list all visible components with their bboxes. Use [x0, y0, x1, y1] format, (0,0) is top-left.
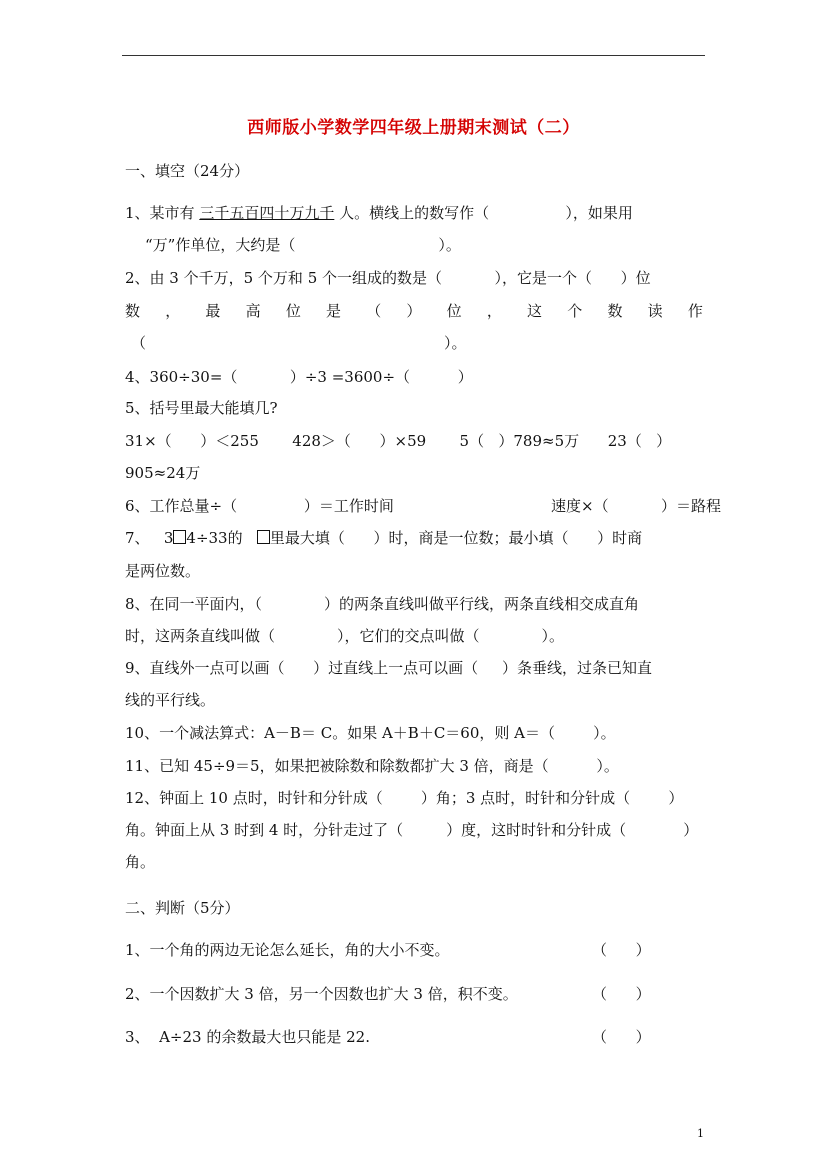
- question-9-line2: 线的平行线。: [125, 691, 216, 709]
- header-rule: [122, 55, 705, 56]
- section1-heading: 一、填空（24分）: [125, 162, 250, 180]
- question-1-line2: “万”作单位，大约是（ ）。: [145, 236, 461, 254]
- q2-line2-char: 是: [326, 302, 342, 320]
- judge-item-1: 1、一个角的两边无论怎么延长，角的大小不变。: [125, 941, 450, 959]
- q2-line2-char: 这: [527, 302, 543, 320]
- question-6-a: 6、工作总量÷（ ）＝工作时间: [125, 497, 394, 515]
- judge-item-3: 3、 A÷23 的余数最大也只能是 22.: [125, 1028, 370, 1046]
- question-12: 12、钟面上 10 点时，时针和分针成（ ）角；3 点时，时针和分针成（ ）: [125, 789, 684, 807]
- q7-text-c: 里最大填（ ）时，商是一位数；最小填（ ）时商: [269, 529, 643, 547]
- question-12-line2: 角。钟面上从 3 时到 4 时，分针走过了（ ）度，这时时针和分针成（ ）: [125, 821, 699, 839]
- question-9: 9、直线外一点可以画（ ）过直线上一点可以画（ ）条垂线，过条已知直: [125, 659, 652, 677]
- q2-line2-char: 位: [285, 302, 301, 320]
- q2-line2-char: 个: [567, 302, 583, 320]
- judge-bracket-1: （ ）: [592, 941, 651, 959]
- q2-line2-char: ）: [406, 302, 422, 320]
- section2-heading: 二、判断（5分）: [125, 899, 240, 917]
- question-2: 2、由 3 个千万，5 个万和 5 个一组成的数是（ ），它是一个（ ）位: [125, 269, 651, 287]
- q2-line2-char: 作: [687, 302, 703, 320]
- judge-bracket-2: （ ）: [592, 985, 651, 1003]
- question-8: 8、在同一平面内，（ ）的两条直线叫做平行线，两条直线相交成直角: [125, 595, 640, 613]
- document-title: 西师版小学数学四年级上册期末测试（二）: [247, 118, 580, 138]
- question-4: 4、360÷30=（ ）÷3 =3600÷（ ）: [125, 368, 473, 386]
- page-number: 1: [697, 1127, 704, 1140]
- question-11: 11、已知 45÷9＝5，如果把被除数和除数都扩大 3 倍，商是（ ）。: [125, 757, 619, 775]
- q2-line2-char: 最: [205, 302, 221, 320]
- q2-line2-char: 高: [245, 302, 261, 320]
- q2-line2-char: ，: [165, 302, 181, 320]
- q2-line2-char: 读: [647, 302, 663, 320]
- judge-item-2: 2、一个因数扩大 3 倍，另一个因数也扩大 3 倍，积不变。: [125, 985, 518, 1003]
- q7-text-b: 4÷33的: [186, 529, 257, 547]
- question-1: [125, 203, 633, 223]
- question-5-line2: 31×（ ）＜255 428＞（ ）×59 5（ ）789≈5万 23（ ）: [125, 432, 672, 450]
- q2-line2-char: 数: [607, 302, 623, 320]
- question-2-line2: [125, 301, 703, 321]
- q1-text-b: 人。横线上的数写作（ ），如果用: [334, 204, 633, 222]
- q7-text-a: 7、 3: [125, 529, 174, 547]
- q2-line2-char: ，: [486, 302, 502, 320]
- blank-box-icon: [173, 530, 186, 544]
- question-12-line3: 角。: [125, 853, 156, 871]
- question-5: 5、括号里最大能填几?: [125, 399, 278, 417]
- q2-line2-char: 位: [446, 302, 462, 320]
- q1-underlined-number: 三千五百四十万九千: [199, 204, 335, 222]
- judge-bracket-3: （ ）: [592, 1028, 651, 1046]
- q2-line2-char: 数: [125, 302, 141, 320]
- q2-line2-char: （: [366, 302, 382, 320]
- blank-box-icon: [257, 530, 270, 544]
- question-8-line2: 时，这两条直线叫做（ ），它们的交点叫做（ ）。: [125, 627, 564, 645]
- question-7-line2: 是两位数。: [125, 562, 201, 580]
- q2-open-paren: （: [131, 334, 147, 352]
- question-7: [125, 528, 642, 548]
- question-5-line3: 905≈24万: [125, 464, 201, 482]
- q2-close-paren: ）。: [444, 334, 467, 352]
- q1-text-a: 1、某市有: [125, 204, 200, 222]
- question-10: 10、一个减法算式：A－B＝ C。如果 A＋B＋C＝60，则 A＝（ ）。: [125, 724, 616, 742]
- question-6-b: 速度×（ ）＝路程: [551, 497, 722, 515]
